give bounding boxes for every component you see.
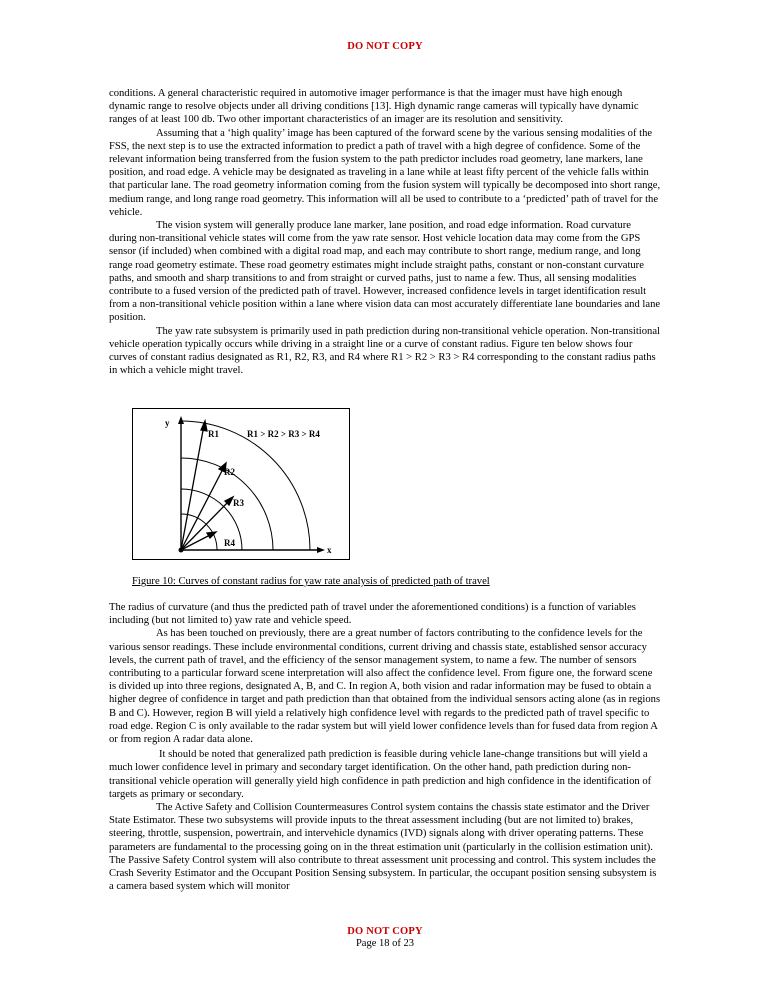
paragraph: The yaw rate subsystem is primarily used in path prediction during non-transitional vehicle operation. Non-transitional vehicle operation typically occurs while driving in a straight line or a curve of constant radius. Figure ten below shows four curves of constant radius designated as R1, R2, R3, and R4 where R1 > R2 > R3 > R4 corresponding to the constant radius paths in which a vehicle might travel. xyxy=(109,325,660,377)
x-axis-arrowhead xyxy=(317,547,325,553)
paragraph: The radius of curvature (and thus the predicted path of travel under the aforementioned conditions) is a function of variables including (but not limited to) yaw rate and vehicle speed. xyxy=(109,602,636,627)
radius-inequality-label: R1 > R2 > R3 > R4 xyxy=(247,429,320,439)
do-not-copy-header: DO NOT COPY xyxy=(347,41,423,52)
radius-arrow-r1 xyxy=(181,425,204,550)
figure-caption: Figure 10: Curves of constant radius for yaw rate analysis of predicted path of travel xyxy=(132,576,490,587)
y-axis-arrowhead xyxy=(178,416,184,424)
label-r4: R4 xyxy=(224,538,235,548)
origin-point xyxy=(179,548,184,553)
paragraph: conditions. A general characteristic required in automotive imager performance is that the imager must have high enough dynamic range to resolve objects under all driving conditions [13]. High dynamic range cameras will typically have dynamic ranges of at least 100 db. Two other important characteristics of an imager are its resolution and sensitivity. xyxy=(109,88,639,126)
page-number: Page 18 of 23 xyxy=(355,938,415,949)
constant-radius-diagram xyxy=(133,409,349,559)
paragraph: Assuming that a ‘high quality’ image has been captured of the forward scene by the various sensing modalities of the FSS, the next step is to use the extracted information to predict a path of travel with a high degree of confidence. Some of the relevant information being transferred from the fusion system to the path predictor includes road geometry, lane markers, lane position, and road edge. A vehicle may be designated as traveling in a lane while at least fifty percent of the vehicle falls within that particular lane. The road geometry information coming from the fusion system will typically be decomposed into short range, medium range, and long range road geometry. This information will all be used to contribute to a ‘predicted’ path of travel for the vehicle. xyxy=(109,127,661,218)
radius-arrow-r2 xyxy=(181,467,224,550)
figure-10-diagram xyxy=(132,408,350,560)
label-r3: R3 xyxy=(233,498,244,508)
paragraph: As has been touched on previously, there are a great number of factors contributing to the confidence levels for the various sensor readings. These include environmental conditions, current driving and chassis state, established sensor accuracy levels, the current path of travel, and the efficiency of the sensor management system, to name a few. The number of sensors contributing to a particular forward scene interpretation will also affect the confidence level. From figure one, the forward scene is divided up into three regions, designated A, B, and C. In region A, both vision and radar information may be fused to obtain a higher degree of confidence in target and path prediction than that obtained from the individual sensors acting alone (as in regions B and C). However, region B will yield a relatively high confidence level with regards to the predicted path of travel specific to road edge. Region C is only available to the radar system but will yield lower confidence levels than for fused data from region A or from region A radar data alone. xyxy=(109,628,661,746)
paragraph: The Active Safety and Collision Countermeasures Control system contains the chassis state estimator and the Driver State Estimator. These two subsystems will provide inputs to the threat assessment including (but are not limited to) brakes, steering, throttle, suspension, powertrain, and intervehicle dynamics (IVD) signals along with driver operating patterns. These parameters are fundamental to the processing going on in the threat estimation unit (particularly in the collision estimation unit). The Passive Safety Control system will also contribute to threat assessment unit processing and control. This system includes the Crash Severity Estimator and the Occupant Position Sensing subsystem. In particular, the occupant position sensing subsystem is a camera based system which will monitor xyxy=(109,802,657,893)
y-axis-label: y xyxy=(165,418,170,428)
paragraph: The vision system will generally produce lane marker, lane position, and road edge information. Road curvature during non-transitional vehicle states will come from the yaw rate sensor. Host vehicle location data may come from the GPS sensor (if included) when combined with a digital road map, and each may contribute to short range, medium range, and long range road geometry estimate. These road geometry estimates might include straight paths, constant or non-constant curvature paths, and smooth and sharp transitions to and from straight or curved paths, just to name a few. Thus, all sensing modalities contribute to a fused version of the predicted path of travel. However, increased confidence levels in target identification result from a non-transitional vehicle position within a lane where vision data can most accurately differentiate lane boundaries and lane position. xyxy=(109,220,661,324)
do-not-copy-footer: DO NOT COPY xyxy=(347,926,423,937)
label-r1: R1 xyxy=(208,429,219,439)
body-text-top xyxy=(109,87,661,377)
x-axis-label: x xyxy=(327,545,332,555)
label-r2: R2 xyxy=(224,467,235,477)
radius-arrows xyxy=(181,421,233,550)
paragraph: It should be noted that generalized path prediction is feasible during vehicle lane-change transitions but will yield a much lower confidence level in primary and secondary target identification. On the other hand, path prediction during non-transitional vehicle operation will generally yield high confidence in path prediction and high confidence in the identification of targets as primary or secondary. xyxy=(109,749,652,800)
body-text-bottom xyxy=(109,601,661,893)
